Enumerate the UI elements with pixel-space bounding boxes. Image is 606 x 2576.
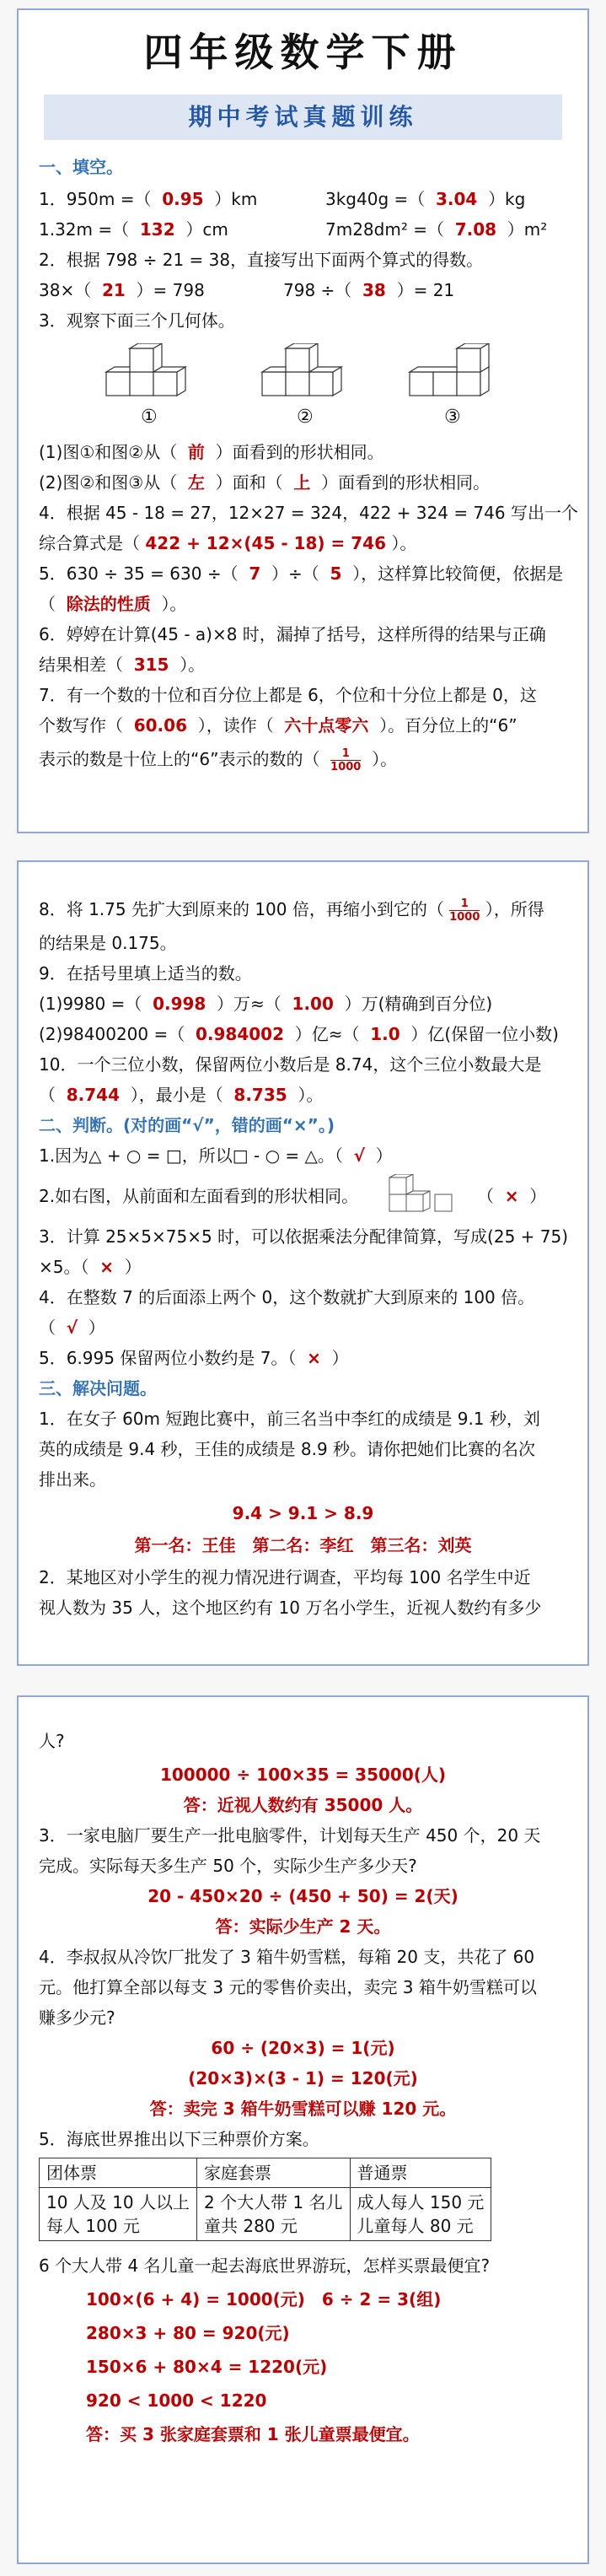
q8-line1: 8．将 1.75 先扩大到原来的 100 倍，再缩小到它的（ $\frac{1}{1000}$ ），所得 (39, 897, 544, 924)
q2-answers: 38×（ 21 ）= 798 798 ÷（ 38 ）= 21 (39, 280, 455, 300)
ticket-family-line1: 2 个大人带 1 名儿 (203, 2192, 343, 2212)
q3-text: 3．观察下面三个几何体。 (39, 310, 235, 331)
solve-2-answer-2: 答：近视人数约有 35000 人。 (183, 1795, 423, 1815)
judge-4-line2: （ √ ） (39, 1318, 105, 1338)
table-row (40, 2158, 491, 2188)
solve-1-line1: 1．在女子 60m 短跑比赛中，前三名当中李红的成绩是 9.1 秒，刘 (39, 1409, 540, 1429)
section-solve-heading: 三、解决问题。 (39, 1378, 157, 1398)
q7-line3: 表示的数是十位上的“6”表示的数的（ $\frac{1}{1000}$ ）。 (39, 747, 398, 773)
page-3 (17, 1695, 589, 2564)
ticket-regular-line2: 儿童每人 80 元 (357, 2216, 474, 2236)
solve-2-line1: 2．某地区对小学生的视力情况进行调查，平均每 100 名学生中近 (39, 1567, 531, 1587)
q5-line2: （ 除法的性质 ）。 (39, 594, 187, 614)
q6-line2: 结果相差（ 315 ）。 (39, 655, 206, 675)
ticket-group-line2: 每人 100 元 (46, 2216, 140, 2236)
ticket-family-line2: 童共 280 元 (203, 2216, 298, 2236)
solve-2-line3: 人? (39, 1731, 65, 1751)
judge-1: 1.因为△ + ○ = □，所以□ - ○ = △。（ √ ） (39, 1145, 393, 1166)
q9-part1: (1)9980 =（ 0.998 ）万≈（ 1.00 ）万(精确到百分位) (39, 994, 493, 1014)
solve-4-line2: 元。他打算全部以每支 3 元的零售价卖出，卖完 3 箱牛奶雪糕可以 (39, 1977, 537, 1997)
cube-figure-3 (406, 343, 499, 402)
judge-4-line1: 4．在整数 7 的后面添上两个 0，这个数就扩大到原来的 100 倍。 (39, 1287, 535, 1307)
page-2 (17, 860, 589, 1666)
figure-label-2: ② (297, 407, 314, 428)
solve-2-line2: 视人数为 35 人，这个地区约有 10 万名小学生，近视人数约有多少 (39, 1598, 542, 1618)
solve-4-answer-1: 60 ÷ (20×3) = 1(元) (211, 2038, 395, 2058)
solve-2-answer-1: 100000 ÷ 100×35 = 35000(人) (159, 1765, 447, 1785)
ticket-family-name: 家庭套票 (196, 2158, 350, 2188)
solve-5-answer-4: 920 < 1000 < 1220 (86, 2390, 267, 2411)
solve-3-answer-2: 答：实际少生产 2 天。 (215, 1916, 391, 1937)
cube-figure-1 (103, 343, 196, 402)
q3-part2: (2)图②和图③从（ 左 ）面和（ 上 ）面看到的形状相同。 (39, 472, 491, 493)
q8-fraction: $\frac{1}{1000}$ (449, 897, 480, 924)
judge-5: 5．6.995 保留两位小数约是 7。（ × ） (39, 1348, 349, 1368)
judge-2: 2.如右图，从前面和左面看到的形状相同。 （ × ） (39, 1186, 547, 1206)
q4-line1: 4．根据 45 - 18 = 27，12×27 = 324，422 + 324 = 746 写出一个 (39, 503, 578, 523)
ticket-regular-name: 普通票 (350, 2158, 491, 2188)
solve-3-line2: 完成。实际每天多生产 50 个，实际少生产多少天? (39, 1856, 417, 1876)
page-1 (17, 8, 589, 833)
ticket-price-table (39, 2158, 491, 2241)
solve-5-answer-2: 280×3 + 80 = 920(元) (86, 2323, 290, 2343)
q7-fraction: $\frac{1}{1000}$ (330, 747, 362, 773)
ticket-group-name: 团体票 (40, 2158, 197, 2188)
solve-1-line3: 排出来。 (39, 1469, 106, 1490)
figure-label-3: ③ (444, 407, 461, 428)
q9-text: 9．在括号里填上适当的数。 (39, 963, 252, 984)
solve-5-line1: 5．海底世界推出以下三种票价方案。 (39, 2129, 319, 2149)
cube-figure-2 (259, 343, 351, 402)
q1-line1: 1．950m =（ 0.95 ）km 3kg40g =（ 3.04 ）kg (39, 189, 526, 209)
q4-line2: 综合算式是（ 422 + 12×(45 - 18) = 746 ）。 (39, 533, 417, 553)
solve-3-line1: 3．一家电脑厂要生产一批电脑零件，计划每天生产 450 个，20 天 (39, 1825, 541, 1846)
q2-text: 2．根据 798 ÷ 21 = 38，直接写出下面两个算式的得数。 (39, 250, 484, 270)
judge-3-line1: 3．计算 25×5×75×5 时，可以依据乘法分配律简算，写成(25 + 75) (39, 1226, 569, 1247)
ticket-group-line1: 10 人及 10 人以上 (46, 2192, 190, 2212)
ticket-regular-line1: 成人每人 150 元 (357, 2192, 485, 2212)
q10-line1: 10．一个三位小数，保留两位小数后是 8.74，这个三位小数最大是 (39, 1054, 542, 1075)
solve-4-line1: 4．李叔叔从冷饮厂批发了 3 箱牛奶雪糕，每箱 20 支，共花了 60 (39, 1947, 535, 1967)
solve-1-answer-2: 第一名：王佳 第二名：李红 第三名：刘英 (134, 1535, 472, 1555)
solve-4-answer-3: 答：卖完 3 箱牛奶雪糕可以赚 120 元。 (149, 2099, 457, 2119)
solve-5-answer-3: 150×6 + 80×4 = 1220(元) (86, 2357, 328, 2377)
table-row (40, 2188, 491, 2241)
section-judge-heading: 二、判断。(对的画“√”，错的画“×”。) (39, 1115, 335, 1135)
q1-line2: 1.32m =（ 132 ）cm 7m28dm² =（ 7.08 ）m² (39, 219, 548, 240)
page-title: 四年级数学下册 (143, 30, 463, 75)
q5-line1: 5．630 ÷ 35 = 630 ÷（ 7 ）÷（ 5 ），这样算比较简便，依据是 (39, 563, 564, 584)
solve-3-answer-1: 20 - 450×20 ÷ (450 + 50) = 2(天) (147, 1886, 459, 1906)
solve-1-line2: 英的成绩是 9.4 秒，王佳的成绩是 8.9 秒。请你把她们比赛的名次 (39, 1439, 536, 1459)
q10-line2: （ 8.744 ），最小是（ 8.735 ）。 (39, 1085, 324, 1105)
page-subtitle: 期中考试真题训练 (44, 94, 562, 140)
q7-line2: 个数写作（ 60.06 ），读作（ 六十点零六 ）。百分位上的“6” (39, 715, 518, 736)
q9-part2: (2)98400200 =（ 0.984002 ）亿≈（ 1.0 ）亿(保留一位小数) (39, 1024, 559, 1044)
solve-4-answer-2: (20×3)×(3 - 1) = 120(元) (188, 2068, 418, 2088)
q7-line1: 7．有一个数的十位和百分位上都是 6，个位和十分位上都是 0，这 (39, 685, 537, 705)
solve-5-answer-5: 答：买 3 张家庭套票和 1 张儿童票最便宜。 (86, 2424, 420, 2444)
solve-5-answer-1: 100×(6 + 4) = 1000(元) 6 ÷ 2 = 3(组) (86, 2289, 442, 2309)
q8-line2: 的结果是 0.175。 (39, 933, 177, 953)
q6-line1: 6．婷婷在计算(45 - a)×8 时，漏掉了括号，这样所得的结果与正确 (39, 624, 546, 644)
q3-part1: (1)图①和图②从（ 前 ）面看到的形状相同。 (39, 442, 384, 462)
section-fill-blank-heading: 一、填空。 (39, 157, 123, 177)
solve-5-line2: 6 个大人带 4 名儿童一起去海底世界游玩，怎样买票最便宜? (39, 2255, 491, 2276)
judge-3-line2: ×5。（ × ） (39, 1257, 142, 1277)
figure-label-1: ① (141, 407, 158, 428)
solve-4-line3: 赚多少元? (39, 2007, 115, 2028)
solve-1-answer-1: 9.4 > 9.1 > 8.9 (232, 1503, 374, 1523)
